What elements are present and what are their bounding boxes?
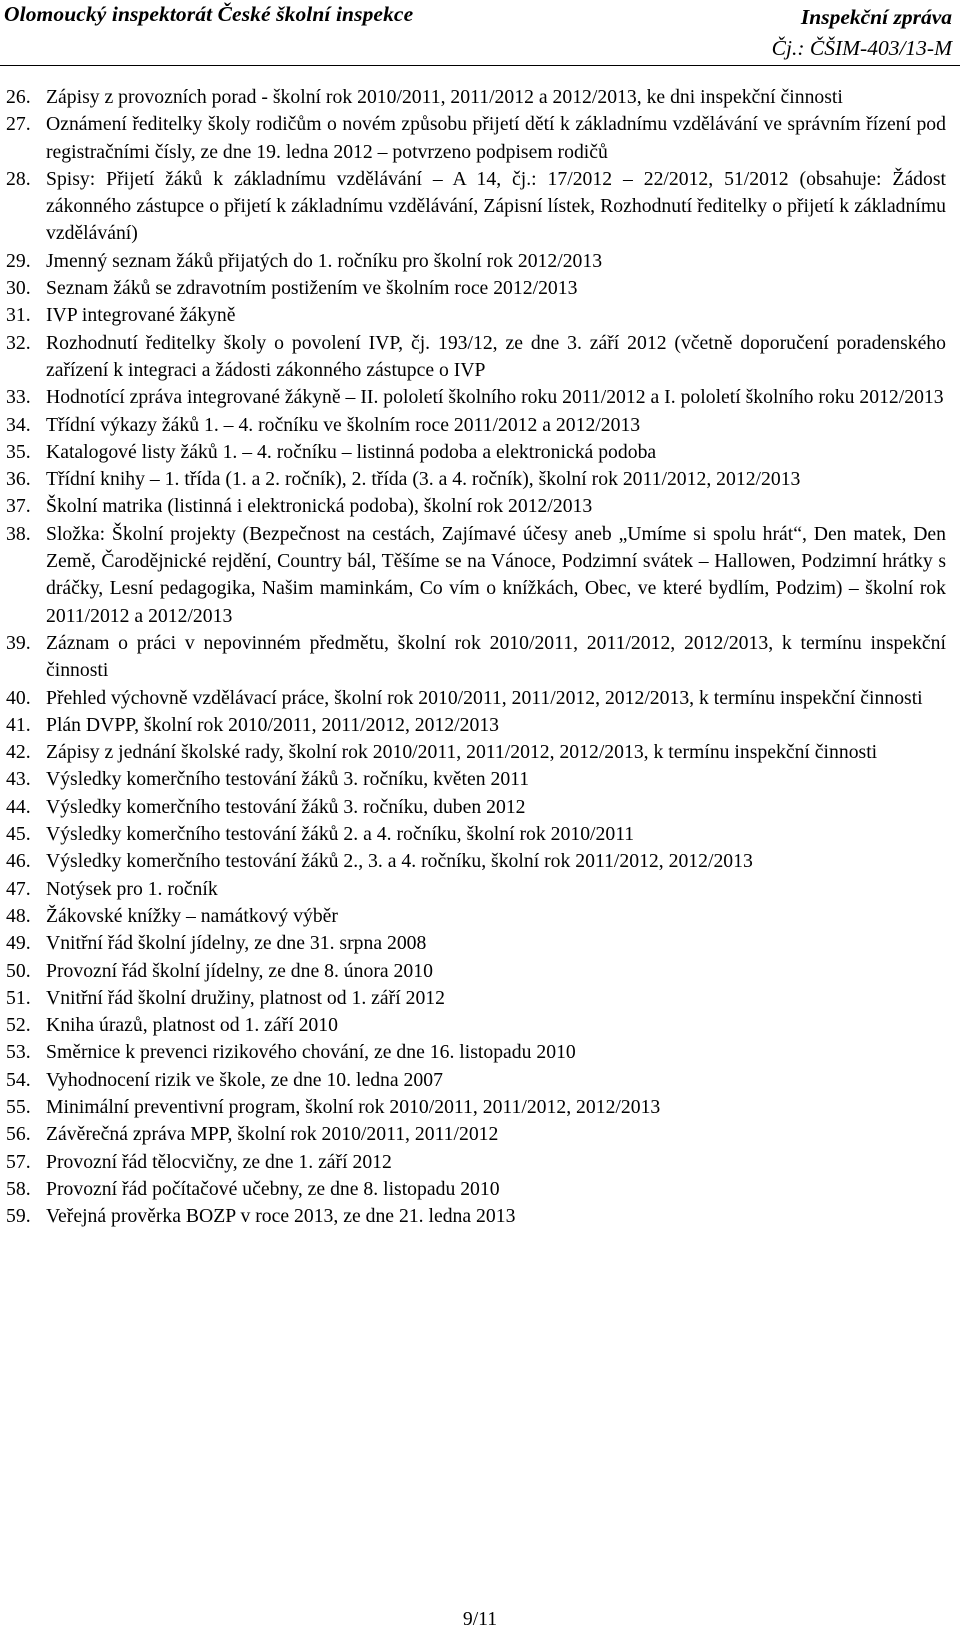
list-item-number: 33.: [6, 386, 31, 409]
list-item-number: 39.: [6, 631, 31, 654]
list-item-text: Směrnice k prevenci rizikového chování, ze dne 16. listopadu 2010: [46, 1041, 576, 1064]
list-item-number: 35.: [6, 440, 31, 463]
list-item: [6, 439, 946, 466]
list-item: [6, 1121, 946, 1148]
list-item: [6, 794, 946, 821]
list-item: [6, 275, 946, 302]
list-item-number: 59.: [6, 1205, 31, 1228]
list-item-text: Hodnotící zpráva integrované žákyně – II. pololetí školního roku 2011/2012 a I. pololetí školního roku 2012/2013: [46, 386, 944, 409]
list-item-text: Přehled výchovně vzdělávací práce, školní rok 2010/2011, 2011/2012, 2012/2013, k termínu inspekční činnosti: [46, 686, 923, 709]
list-item-number: 36.: [6, 468, 31, 491]
list-item-number: 26.: [6, 86, 31, 108]
page-header: [0, 0, 960, 66]
list-item-number: 51.: [6, 986, 31, 1009]
list-item-text: Výsledky komerčního testování žáků 2. a 4. ročníku, školní rok 2010/2011: [46, 823, 635, 846]
header-reference-number: Čj.: ČŠIM-403/13-M: [771, 36, 952, 60]
list-item-text: Žákovské knížky – namátkový výběr: [46, 904, 338, 927]
list-item-number: 45.: [6, 823, 31, 846]
list-item-text: Katalogové listy žáků 1. – 4. ročníku – listinná podoba a elektronická podoba: [46, 440, 657, 463]
list-item-text: Kniha úrazů, platnost od 1. září 2010: [46, 1014, 338, 1037]
list-item: [6, 384, 946, 411]
list-item-number: 58.: [6, 1177, 31, 1200]
list-item-text: Jmenný seznam žáků přijatých do 1. ročníku pro školní rok 2012/2013: [46, 249, 603, 272]
list-item-text: Minimální preventivní program, školní rok 2010/2011, 2011/2012, 2012/2013: [46, 1095, 661, 1118]
list-item-text: Záznam o práci v nepovinném předmětu, školní rok 2010/2011, 2011/2012, 2012/2013, k termínu inspekční činnosti: [46, 631, 946, 682]
list-item: [6, 1203, 946, 1230]
list-item: [6, 412, 946, 439]
list-item-number: 43.: [6, 768, 31, 791]
list-item-text: Složka: Školní projekty (Bezpečnost na cestách, Zajímavé účesy aneb „Umíme si spolu hrát“, Den matek, Den Země, Čarodějnické rejdění, Country bál, Těšíme se na Vánoce, Podzimní svátek – Hallowen, Podzimní hrátky s dráčky, Lesní pedagogika, Našim maminkám, Co vím o knížkách, Obec, ve které bydlím, Podzim) – školní rok 2011/2012 a 2012/2013: [46, 522, 946, 627]
list-item-number: 50.: [6, 959, 31, 982]
list-item-number: 31.: [6, 304, 31, 327]
list-item: [6, 685, 946, 712]
list-item-text: Provozní řád školní jídelny, ze dne 8. února 2010: [46, 959, 433, 982]
list-item-text: Vnitřní řád školní družiny, platnost od 1. září 2012: [46, 986, 445, 1009]
list-item-text: Spisy: Přijetí žáků k základnímu vzdělávání – A 14, čj.: 17/2012 – 22/2012, 51/2012 (obsahuje: Žádost zákonného zástupce o přijetí k základnímu vzdělávání, Zápisní lístek, Rozhodnutí ředitelky o přijetí k základnímu vzdělávání): [46, 167, 946, 245]
list-item: [6, 84, 946, 111]
list-item-number: 27.: [6, 113, 31, 136]
list-item-text: Výsledky komerčního testování žáků 3. ročníku, duben 2012: [46, 795, 526, 818]
list-item-number: 32.: [6, 331, 31, 354]
list-item: [6, 739, 946, 766]
list-item: [6, 766, 946, 793]
list-item: [6, 1149, 946, 1176]
list-item-text: Provozní řád počítačové učebny, ze dne 8. listopadu 2010: [46, 1177, 500, 1200]
list-item-number: 29.: [6, 249, 31, 272]
list-item: [6, 1067, 946, 1094]
list-item-text: Vyhodnocení rizik ve škole, ze dne 10. ledna 2007: [46, 1068, 443, 1091]
list-item: [6, 1012, 946, 1039]
list-item: [6, 1094, 946, 1121]
list-item-text: Veřejná prověrka BOZP v roce 2013, ze dne 21. ledna 2013: [46, 1205, 516, 1228]
list-item-number: 52.: [6, 1014, 31, 1037]
list-item: [6, 848, 946, 875]
list-item: [6, 1176, 946, 1203]
list-item-number: 34.: [6, 413, 31, 436]
list-item-number: 57.: [6, 1150, 31, 1173]
list-item: [6, 521, 946, 630]
list-item-text: Závěrečná zpráva MPP, školní rok 2010/2011, 2011/2012: [46, 1123, 499, 1146]
header-report-info: [772, 2, 952, 64]
list-item-number: 53.: [6, 1041, 31, 1064]
list-item: [6, 712, 946, 739]
list-item-text: Třídní výkazy žáků 1. – 4. ročníku ve školním roce 2011/2012 a 2012/2013: [46, 413, 641, 436]
list-item: [6, 1039, 946, 1066]
list-item: [6, 111, 946, 166]
list-item-text: Školní matrika (listinná i elektronická podoba), školní rok 2012/2013: [46, 495, 593, 518]
page-number: 9/11: [462, 1608, 498, 1630]
list-item-text: Zápisy z provozních porad - školní rok 2010/2011, 2011/2012 a 2012/2013, ke dni inspekční činnosti: [46, 86, 843, 108]
list-item-text: Výsledky komerčního testování žáků 2., 3. a 4. ročníku, školní rok 2011/2012, 2012/2013: [46, 850, 753, 873]
list-item-number: 54.: [6, 1068, 31, 1091]
list-item-number: 56.: [6, 1123, 31, 1146]
list-item: [6, 630, 946, 685]
list-item-text: Provozní řád tělocvičny, ze dne 1. září 2012: [46, 1150, 392, 1173]
list-item-text: Rozhodnutí ředitelky školy o povolení IVP, čj. 193/12, ze dne 3. září 2012 (včetně doporučení poradenského zařízení k integraci a žádosti zákonného zástupce o IVP: [46, 331, 946, 381]
list-item-text: Zápisy z jednání školské rady, školní rok 2010/2011, 2011/2012, 2012/2013, k termínu inspekční činnosti: [46, 741, 878, 764]
list-item-number: 37.: [6, 495, 31, 518]
list-item-number: 40.: [6, 686, 31, 709]
list-item-number: 41.: [6, 713, 31, 736]
list-item-text: Seznam žáků se zdravotním postižením ve školním roce 2012/2013: [46, 277, 578, 300]
list-item-number: 49.: [6, 932, 31, 955]
list-item: [6, 466, 946, 493]
list-item-number: 30.: [6, 277, 31, 300]
list-item-number: 42.: [6, 741, 31, 764]
list-item: [6, 930, 946, 957]
list-item-text: Vnitřní řád školní jídelny, ze dne 31. srpna 2008: [46, 932, 427, 955]
list-item: [6, 248, 946, 275]
list-item: [6, 166, 946, 248]
list-item: [6, 958, 946, 985]
list-item-number: 38.: [6, 522, 31, 545]
header-report-title: Inspekční zpráva: [800, 5, 952, 29]
list-item-text: IVP integrované žákyně: [46, 304, 236, 327]
list-item: [6, 821, 946, 848]
list-item-number: 44.: [6, 795, 31, 818]
list-item: [6, 876, 946, 903]
list-item-number: 48.: [6, 904, 31, 927]
list-item-text: Plán DVPP, školní rok 2010/2011, 2011/2012, 2012/2013: [46, 713, 500, 736]
list-item: [6, 493, 946, 520]
header-organization: Olomoucký inspektorát České školní inspekce: [4, 2, 414, 26]
list-item-number: 47.: [6, 877, 31, 900]
list-item: [6, 903, 946, 930]
list-item: [6, 302, 946, 329]
list-item-text: Výsledky komerčního testování žáků 3. ročníku, květen 2011: [46, 768, 530, 791]
document-list: [6, 84, 946, 1230]
list-item-number: 55.: [6, 1095, 31, 1118]
list-item-text: Třídní knihy – 1. třída (1. a 2. ročník), 2. třída (3. a 4. ročník), školní rok 2011/2012, 2012/2013: [46, 468, 801, 491]
list-item-number: 28.: [6, 167, 31, 190]
list-item-number: 46.: [6, 850, 31, 873]
list-item: [6, 985, 946, 1012]
list-item-text: Oznámení ředitelky školy rodičům o novém způsobu přijetí dětí k základnímu vzdělávání ve správním řízení pod registračními čísly, ze dne 19. ledna 2012 – potvrzeno podpisem rodičů: [46, 113, 946, 163]
list-item-text: Notýsek pro 1. ročník: [46, 877, 218, 900]
list-item: [6, 330, 946, 385]
